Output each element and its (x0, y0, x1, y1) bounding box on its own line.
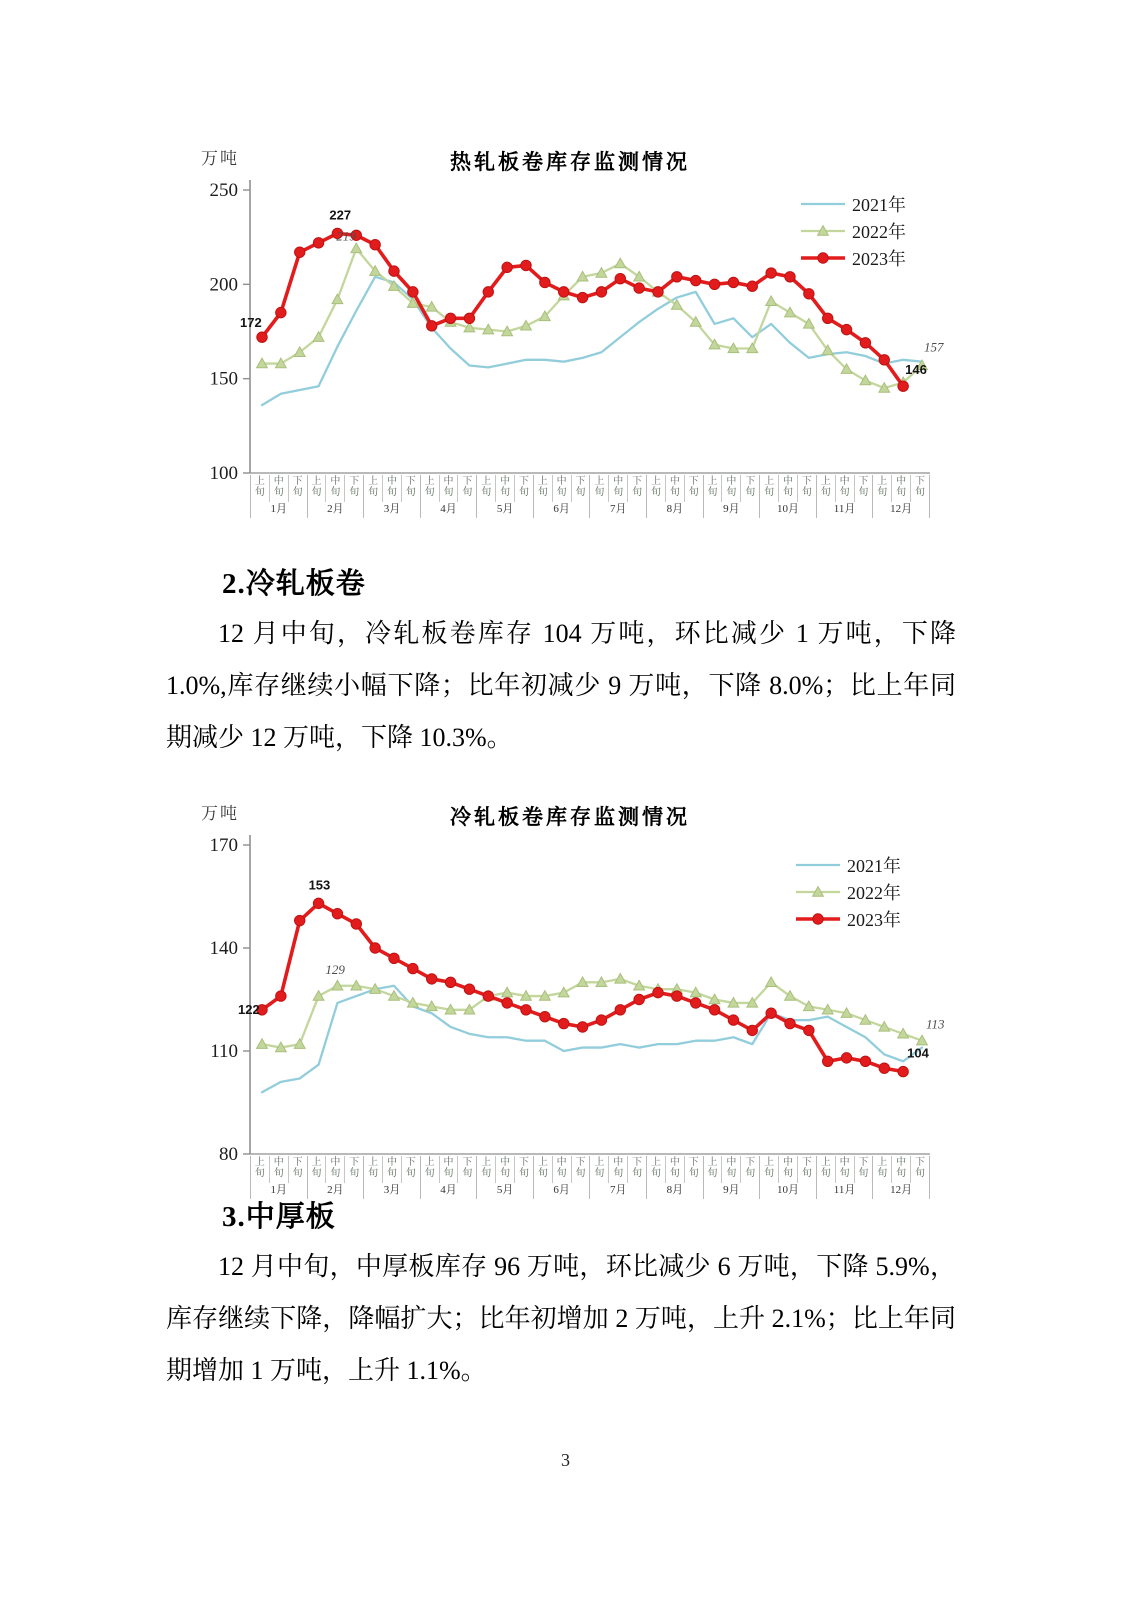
section-heading-medium-plate: 3.中厚板 (222, 1201, 336, 1233)
x-axis-period-label: 下 旬 (462, 476, 473, 498)
data-point-circle (804, 289, 814, 299)
x-axis-month-group (646, 475, 703, 518)
x-axis-month-label: 5月 (496, 1184, 514, 1196)
x-axis-period-label: 上 旬 (647, 1156, 666, 1183)
data-point-circle (596, 287, 606, 297)
data-label: 227 (329, 207, 352, 223)
x-axis-month-group (759, 475, 816, 518)
data-point-circle (653, 287, 663, 297)
data-point-circle (276, 991, 286, 1001)
y-axis-tick-label: 150 (209, 368, 238, 390)
x-axis-month-group (816, 1156, 873, 1199)
data-point-circle (766, 1008, 776, 1018)
x-axis-period-label: 上 旬 (477, 475, 496, 502)
plot-area (185, 795, 955, 1161)
x-axis-month-group (250, 475, 307, 518)
legend-item-2021年 (800, 192, 906, 216)
x-axis-month-label: 1月 (270, 1184, 288, 1196)
x-axis-period-label: 上 旬 (704, 475, 723, 502)
legend-label: 2021年 (847, 856, 901, 876)
x-axis-period-label: 上 旬 (308, 475, 327, 502)
legend-swatch (800, 196, 846, 212)
x-axis-period-label: 上 旬 (364, 475, 383, 502)
x-axis-period-label: 下 旬 (801, 476, 812, 498)
x-axis-month-label: 4月 (440, 1184, 457, 1196)
data-point-circle (577, 292, 587, 302)
data-point-circle (577, 1022, 587, 1032)
data-point-circle (747, 1025, 757, 1035)
x-axis-month-label: 9月 (723, 1184, 740, 1196)
legend-swatch (795, 884, 841, 900)
section-heading-cold-rolled: 2.冷轧板卷 (222, 568, 366, 600)
data-label: 219 (336, 228, 356, 244)
section-body-cold-rolled: 12 月中旬，冷轧板卷库存 104 万吨，环比减少 1 万吨，下降 1.0%,库存继续小幅下降；比年初减少 9 万吨，下降 8.0%；比上年同期减少 12 万吨，下降 10.3%。 (166, 619, 956, 752)
x-axis-period-label: 中 旬 (892, 1156, 911, 1183)
data-point-circle (483, 287, 493, 297)
x-axis-period-label: 下 旬 (462, 1157, 473, 1179)
data-point-circle (408, 963, 418, 973)
series-line-2021年 (262, 986, 922, 1092)
data-label: 146 (905, 362, 927, 378)
data-label: 172 (240, 315, 262, 331)
x-axis-month-label: 5月 (496, 503, 514, 515)
x-axis-month-label: 2月 (327, 1184, 344, 1196)
data-point-circle (823, 1056, 833, 1066)
unit-label: 万吨 (201, 149, 239, 168)
cold-rolled-coil-chart (185, 795, 955, 1205)
x-axis-period-label: 下 旬 (405, 476, 416, 498)
x-axis-period-label: 中 旬 (609, 1156, 628, 1183)
x-axis-month-label: 6月 (553, 503, 570, 515)
data-point-circle (559, 1018, 569, 1028)
data-point-circle (313, 238, 323, 248)
data-point-circle (370, 943, 380, 953)
x-axis-month-group (420, 475, 477, 518)
legend-swatch (800, 223, 846, 239)
x-axis-period-label: 中 旬 (553, 1156, 572, 1183)
x-axis-period-label: 下 旬 (688, 1157, 699, 1179)
data-point-triangle (615, 258, 626, 268)
data-point-circle (634, 994, 644, 1004)
data-label: 122 (238, 1001, 260, 1017)
x-axis-period-label: 下 旬 (518, 476, 529, 498)
x-axis-month-label: 3月 (383, 1184, 401, 1196)
x-axis-month-group (533, 475, 590, 518)
legend (800, 192, 906, 270)
x-axis-period-label: 上 旬 (477, 1156, 496, 1183)
x-axis-period-label: 下 旬 (915, 476, 925, 498)
data-point-circle (351, 919, 361, 929)
x-axis-period-label: 下 旬 (632, 1157, 643, 1179)
data-point-circle (615, 1005, 625, 1015)
x-axis-period-label: 下 旬 (292, 476, 303, 498)
legend-label: 2023年 (852, 249, 906, 269)
legend-swatch (795, 911, 841, 927)
x-axis-period-label: 中 旬 (892, 475, 911, 502)
x-axis-period-label: 中 旬 (666, 475, 685, 502)
data-point-triangle (766, 296, 777, 306)
data-point-circle (332, 908, 342, 918)
data-point-triangle (521, 320, 532, 330)
data-point-circle (672, 272, 682, 282)
x-axis-period-label: 中 旬 (779, 1156, 798, 1183)
data-point-triangle (502, 987, 513, 997)
data-label: 157 (924, 339, 944, 355)
data-point-circle (370, 240, 380, 250)
x-axis-period-label: 下 旬 (575, 476, 586, 498)
x-axis-period-label: 上 旬 (873, 1156, 892, 1183)
x-axis-period-label: 下 旬 (349, 476, 360, 498)
data-point-triangle (257, 1039, 268, 1049)
x-axis-period-label: 中 旬 (722, 475, 741, 502)
data-point-circle (785, 1018, 795, 1028)
data-point-circle (766, 268, 776, 278)
y-axis-tick-label: 170 (209, 835, 238, 856)
legend-label: 2022年 (852, 222, 906, 242)
x-axis-month-label: 10月 (776, 503, 799, 515)
x-axis-month-group (816, 475, 873, 518)
y-axis-tick-label: 110 (210, 1041, 238, 1062)
page-number: 3 (561, 1450, 570, 1470)
x-axis-month-group (703, 1156, 760, 1199)
x-axis-month-label: 7月 (610, 1184, 627, 1196)
data-point-circle (785, 272, 795, 282)
data-point-circle (879, 1063, 889, 1073)
x-axis-period-label: 下 旬 (801, 1157, 812, 1179)
y-axis-tick-label: 250 (209, 180, 238, 201)
data-point-circle (295, 247, 305, 257)
data-point-circle (276, 307, 286, 317)
x-axis-month-group (646, 1156, 703, 1199)
data-label: 129 (325, 961, 345, 977)
data-point-triangle (313, 332, 324, 342)
x-axis-period-label: 下 旬 (688, 476, 699, 498)
x-axis-month-group (589, 1156, 646, 1199)
x-axis-month-label: 4月 (440, 503, 457, 515)
unit-label: 万吨 (201, 804, 239, 823)
data-point-circle (615, 273, 625, 283)
x-axis-period-label: 中 旬 (440, 475, 459, 502)
data-point-circle (634, 283, 644, 293)
y-axis-tick-label: 80 (219, 1144, 238, 1161)
data-point-circle (295, 915, 305, 925)
data-label: 113 (926, 1016, 945, 1032)
x-axis-period-label: 下 旬 (915, 1157, 925, 1179)
x-axis-period-label: 下 旬 (575, 1157, 586, 1179)
data-point-circle (596, 1015, 606, 1025)
x-axis-period-label: 上 旬 (251, 475, 270, 502)
x-axis-period-label: 上 旬 (817, 1156, 836, 1183)
data-point-triangle (332, 294, 343, 304)
data-point-circle (898, 381, 908, 391)
x-axis-month-group (363, 1156, 420, 1199)
data-point-circle (445, 977, 455, 987)
x-axis-period-label: 上 旬 (308, 1156, 327, 1183)
data-point-circle (427, 321, 437, 331)
x-axis-month-label: 12月 (890, 503, 913, 515)
x-axis-period-label: 中 旬 (553, 475, 572, 502)
data-point-circle (860, 1056, 870, 1066)
legend-item-2023年 (800, 246, 906, 270)
x-axis-month-label: 11月 (833, 503, 856, 515)
data-point-triangle (313, 991, 324, 1001)
legend-item-2021年 (795, 853, 901, 877)
data-point-circle (389, 953, 399, 963)
data-point-circle (691, 275, 701, 285)
data-point-circle (747, 281, 757, 291)
x-axis-month-group (872, 1156, 930, 1199)
x-axis-month-group (476, 475, 533, 518)
x-axis-period-label: 中 旬 (383, 475, 402, 502)
data-point-triangle (803, 1001, 814, 1011)
x-axis-period-label: 中 旬 (779, 475, 798, 502)
x-axis-month-group (307, 1156, 364, 1199)
data-point-circle (841, 1053, 851, 1063)
x-axis-month-label: 7月 (610, 503, 627, 515)
x-axis (250, 1156, 930, 1199)
data-point-circle (804, 1025, 814, 1035)
x-axis-period-label: 中 旬 (609, 475, 628, 502)
data-point-circle (691, 998, 701, 1008)
chart-title: 冷轧板卷库存监测情况 (450, 805, 690, 829)
data-point-circle (559, 287, 569, 297)
x-axis-month-group (589, 475, 646, 518)
data-point-circle (502, 262, 512, 272)
x-axis-period-label: 下 旬 (745, 1157, 756, 1179)
data-point-circle (709, 1005, 719, 1015)
x-axis-period-label: 下 旬 (292, 1157, 303, 1179)
data-point-circle (257, 332, 267, 342)
legend-swatch (800, 250, 846, 266)
x-axis-month-label: 12月 (890, 1184, 913, 1196)
y-axis-tick-label: 200 (209, 274, 238, 296)
data-point-circle (818, 253, 828, 263)
data-point-circle (464, 313, 474, 323)
x-axis-period-label: 上 旬 (704, 1156, 723, 1183)
data-point-circle (898, 1066, 908, 1076)
x-axis-month-label: 3月 (383, 503, 401, 515)
data-point-triangle (351, 243, 362, 253)
x-axis-month-group (476, 1156, 533, 1199)
x-axis-period-label: 下 旬 (745, 476, 756, 498)
x-axis-period-label: 中 旬 (383, 1156, 402, 1183)
x-axis-month-label: 9月 (723, 503, 740, 515)
y-axis-tick-label: 100 (209, 463, 238, 480)
legend-item-2022年 (795, 880, 901, 904)
x-axis-month-label: 8月 (666, 503, 684, 515)
x-axis-period-label: 中 旬 (270, 1156, 289, 1183)
data-point-circle (408, 287, 418, 297)
x-axis-period-label: 下 旬 (518, 1157, 529, 1179)
x-axis-period-label: 上 旬 (817, 475, 836, 502)
x-axis-period-label: 上 旬 (590, 475, 609, 502)
data-point-circle (540, 1011, 550, 1021)
x-axis-period-label: 下 旬 (858, 476, 869, 498)
x-axis-month-group (307, 475, 364, 518)
legend-item-2023年 (795, 907, 901, 931)
x-axis-period-label: 上 旬 (251, 1156, 270, 1183)
x-axis-period-label: 上 旬 (873, 475, 892, 502)
hot-rolled-coil-chart (185, 140, 955, 520)
x-axis-period-label: 上 旬 (590, 1156, 609, 1183)
x-axis-period-label: 下 旬 (405, 1157, 416, 1179)
legend (795, 853, 901, 931)
x-axis (250, 475, 930, 518)
data-point-triangle (803, 319, 814, 329)
x-axis-month-label: 11月 (833, 1184, 856, 1196)
data-point-circle (841, 324, 851, 334)
x-axis-period-label: 上 旬 (647, 475, 666, 502)
x-axis-month-label: 6月 (553, 1184, 570, 1196)
legend-label: 2023年 (847, 910, 901, 930)
x-axis-period-label: 中 旬 (836, 475, 855, 502)
x-axis-period-label: 中 旬 (496, 475, 515, 502)
x-axis-period-label: 下 旬 (858, 1157, 869, 1179)
x-axis-period-label: 下 旬 (349, 1157, 360, 1179)
data-point-circle (823, 313, 833, 323)
x-axis-period-label: 上 旬 (534, 1156, 553, 1183)
data-point-circle (813, 914, 823, 924)
x-axis-month-group (250, 1156, 307, 1199)
x-axis-period-label: 上 旬 (534, 475, 553, 502)
x-axis-period-label: 中 旬 (496, 1156, 515, 1183)
data-point-circle (389, 266, 399, 276)
data-point-circle (540, 277, 550, 287)
x-axis-month-group (759, 1156, 816, 1199)
x-axis-period-label: 中 旬 (722, 1156, 741, 1183)
data-label: 153 (308, 877, 331, 893)
chart-title: 热轧板卷库存监测情况 (450, 150, 690, 174)
x-axis-period-label: 中 旬 (440, 1156, 459, 1183)
data-point-circle (502, 998, 512, 1008)
legend-item-2022年 (800, 219, 906, 243)
data-point-triangle (558, 987, 569, 997)
legend-swatch (795, 857, 841, 873)
data-point-circle (709, 279, 719, 289)
data-point-circle (672, 991, 682, 1001)
data-point-circle (728, 1015, 738, 1025)
x-axis-period-label: 上 旬 (421, 475, 440, 502)
legend-label: 2022年 (847, 883, 901, 903)
y-axis-tick-label: 140 (209, 938, 238, 959)
x-axis-period-label: 上 旬 (421, 1156, 440, 1183)
data-point-triangle (294, 1039, 305, 1049)
data-point-triangle (596, 268, 607, 278)
data-point-circle (521, 260, 531, 270)
legend-label: 2021年 (852, 195, 906, 215)
data-point-circle (427, 974, 437, 984)
x-axis-period-label: 上 旬 (364, 1156, 383, 1183)
data-label: 104 (907, 1045, 929, 1061)
x-axis-period-label: 中 旬 (326, 1156, 345, 1183)
x-axis-period-label: 中 旬 (666, 1156, 685, 1183)
x-axis-period-label: 中 旬 (270, 475, 289, 502)
data-point-triangle (860, 375, 871, 385)
x-axis-month-group (703, 475, 760, 518)
x-axis-month-group (363, 475, 420, 518)
data-point-circle (483, 991, 493, 1001)
data-point-circle (521, 1005, 531, 1015)
data-point-circle (653, 987, 663, 997)
x-axis-period-label: 上 旬 (760, 475, 779, 502)
x-axis-period-label: 上 旬 (760, 1156, 779, 1183)
data-point-circle (445, 313, 455, 323)
x-axis-month-label: 2月 (327, 503, 344, 515)
x-axis-period-label: 中 旬 (836, 1156, 855, 1183)
data-point-triangle (766, 977, 777, 987)
section-body-medium-plate: 12 月中旬，中厚板库存 96 万吨，环比减少 6 万吨，下降 5.9%，库存继续下降，降幅扩大；比年初增加 2 万吨，上升 2.1%；比上年同期增加 1 万吨，上升 1.1%。 (166, 1252, 956, 1385)
data-point-circle (464, 984, 474, 994)
data-point-circle (728, 277, 738, 287)
x-axis-month-group (872, 475, 930, 518)
x-axis-month-label: 10月 (776, 1184, 799, 1196)
x-axis-month-label: 1月 (270, 503, 288, 515)
x-axis-month-group (533, 1156, 590, 1199)
plot-area (185, 140, 955, 480)
x-axis-period-label: 中 旬 (326, 475, 345, 502)
data-point-circle (313, 898, 323, 908)
data-point-circle (879, 355, 889, 365)
data-point-circle (860, 338, 870, 348)
x-axis-period-label: 下 旬 (632, 476, 643, 498)
x-axis-month-group (420, 1156, 477, 1199)
data-point-triangle (615, 974, 626, 984)
x-axis-month-label: 8月 (666, 1184, 684, 1196)
data-point-triangle (785, 307, 796, 317)
